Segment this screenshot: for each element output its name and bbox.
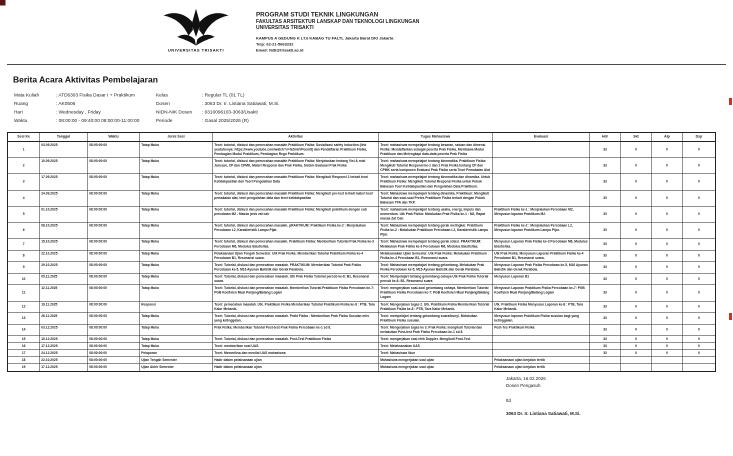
campus-address: KAMPUS A GEDUNG K LT.6 KABAG TU FALTL Jakarta Barat DKI Jakarta <box>256 35 394 41</box>
cell-waktu: 08:00:00:00 <box>88 350 140 357</box>
cell-tugas: Teori: Mahasiswa mempelajari tentang gerak melingkar. Praktikum Fisika ke-2 : Melakukan Praktikum Percobaan L2, Karakteristik Lampu Pijar. <box>379 222 493 238</box>
letterhead <box>0 0 733 64</box>
cell-hdr: 33 <box>590 250 621 262</box>
cell-evaluasi: Menyusun Laporan Prak Fisika Percobaan ke-5, M16 Ayunan Balistik dan Gerak Parabola. <box>494 263 588 272</box>
meta-value: : 3063 Dr. Ir. Listiana Satiawati, M.Si. <box>202 101 280 107</box>
cell-tanggal: 22.10.2025 <box>40 250 88 262</box>
cell-jenis: Tatap Muka <box>140 250 213 262</box>
cell-dsp <box>683 364 716 371</box>
cell-hdr <box>590 364 621 371</box>
cell-aktivitas: Teori: tutorial, diskusi dan pemecahan masalah Praktikum Fisika: Mengikuti pre-test terkait materi teori pemakaian alat, teori pengolahan data dan teori ketidakpastian <box>213 190 379 206</box>
cell-waktu: 08:00:00:00 <box>88 343 140 350</box>
table-row <box>8 350 716 357</box>
cell-tugas: Teori: mahasiswa mempelajari tentang usaha, energi, impuls dan momentum. Utk Prak Fisika: Melakukan Prak Fisika ke-1 : M2, Rapat massa Zat Cair. <box>379 206 493 222</box>
cell-hdr: 33 <box>590 336 621 343</box>
cell-evaluasi: Utk. Praktikum Fisika Menyusun Laporan ke-8 : PTB, Tara Kalor Mekanik. <box>493 301 590 313</box>
column-header-sesi: Sesi Ke <box>8 133 40 142</box>
cell-jenis: Tatap Muka <box>140 336 213 343</box>
cell-skt: 0 <box>621 343 652 350</box>
cell-tanggal: 24.09.2025 <box>40 190 88 206</box>
cell-aktivitas: Prak Fisika: Memberikan Tutorial Post-test Prak Fisika Percobaan ke-1 sd 8. <box>213 324 379 336</box>
signature-placeholder: ttd <box>506 397 512 403</box>
cell-evaluasi: Menyusun Laporan Praktikum Fisika Percobaan ke-7: PGB Koefisien Muai Panjang/Batang Logam <box>493 285 590 301</box>
cell-tugas: Teori: Mengerjakan tugas 2. Utk. Praktikum Fisika Memberikan Tutorial Praktikum Fisika ke-8 : PTB, Tara Kalor Mekanik. <box>379 301 493 313</box>
cell-sesi: 18 <box>8 357 40 364</box>
cell-skt: 0 <box>621 324 652 336</box>
cell-evaluasi: Menyusun Laporan B1 <box>493 273 590 285</box>
cell-sesi: 10 <box>8 273 40 285</box>
meta-label: Ruang <box>14 101 28 107</box>
cell-evaluasi <box>493 141 590 157</box>
cell-tugas: Melaksanakan Ujian Semester. Utk Prak Fisika: Melakukan Praktikum Fisika ke-4 Percobaan B1, Resonansi suara. <box>379 250 493 262</box>
trisakti-emblem-icon <box>159 8 234 47</box>
cell-tugas: Teori: mahasiswa mempelajari tentang kinematika. Praktikum Fisika: Mengikuti Tutorial Responsi ke-1 dan 2 Prak Fisika tentang CP dan CPMK serta komponen Evaluasi Prak Fisika serta Teori Pemakaian Alat <box>379 158 493 174</box>
cell-dsp: 0 <box>683 141 716 157</box>
cell-dsp <box>683 357 716 364</box>
institution-block <box>256 11 419 53</box>
cell-hdr: 33 <box>590 262 621 274</box>
cell-jenis: Tatap Muka <box>140 313 213 325</box>
meta-label: Periode <box>156 118 173 124</box>
meta-label: Mata Kuliah <box>14 92 40 98</box>
cell-tanggal: 26.11.2025 <box>40 313 88 325</box>
cell-dsp: 0 <box>683 158 716 174</box>
cell-sesi: 8 <box>8 250 40 262</box>
table-row <box>8 313 716 325</box>
cell-jenis: Pelaporan <box>140 350 213 357</box>
table-row <box>8 250 716 262</box>
table-row <box>8 285 716 301</box>
cell-tugas: Teori: mengerjakan soal-soal gelombang cahaya. Memberikan Tutorial Praktikum Fisika Percobaan ke-7: PGB Koefisien Muai Panjang/Batang Logam <box>379 285 493 301</box>
cell-tanggal: 03.12.2025 <box>40 324 88 336</box>
cell-skt: 0 <box>621 190 652 206</box>
cell-dsp: 0 <box>683 222 716 238</box>
cell-tanggal: 10.09.2025 <box>40 158 88 174</box>
cell-waktu: 08:00:00:00 <box>88 262 140 274</box>
column-header-alp: Alp <box>652 133 683 142</box>
signature-block <box>506 376 733 417</box>
cell-jenis: Tatap Muka <box>140 285 213 301</box>
signer-name: 3063 Dr. Ir. Listiana Satiawati, M.Si. <box>506 410 581 416</box>
cell-dsp: 0 <box>683 301 716 313</box>
annotation-mark <box>729 313 732 320</box>
cell-jenis: Tatap Muka <box>140 324 213 336</box>
table-row <box>8 206 716 222</box>
cell-aktivitas: Teori: Tutorial, diskusi dan pemecahan masalah. Memberikan Tutorial Praktikum Fisika Percobaan ke-7: PGB Koefisien Muai Panjang/Batang Logam <box>213 285 379 301</box>
column-header-skt: Skt <box>621 133 652 142</box>
cell-aktivitas: Teori: Tutorial, diskusi dan pemecahan masalah. Prakt Fisika : Memberikan Prak Fisika Susulan mhs yang ketinggalan. <box>213 313 379 325</box>
cell-sesi: 7 <box>8 238 40 250</box>
cell-sesi: 3 <box>8 174 40 190</box>
cell-tugas: Teori: mahasiswa mempelajari tentang kinematika dan dinamika. Untuk Praktikum Fisika: Mengikuti Tutorial Responsi Fisika untuk Pokok Bahasan Teori Ketidakpastian dan Pengolahan Data Praktikum. <box>379 174 493 190</box>
cell-tugas: Teori: Mahasiswa libur <box>379 350 493 357</box>
cell-skt: 0 <box>621 262 652 274</box>
cell-alp: 0 <box>652 250 683 262</box>
cell-sesi: 9 <box>8 262 40 274</box>
cell-tugas: Teori: mengerjakan soal efek Doppler. Mengikuti Post-Test <box>379 336 493 343</box>
cell-skt: 0 <box>621 285 652 301</box>
cell-dsp: 0 <box>683 313 716 325</box>
cell-tugas: Teori: Mahasiswa mempelajari tentang gerak rotasi. PRAKTIKUM: Melakukan Prak Fisika ke-3 Percobaan M6, Modulus Elastisitas. <box>379 238 493 250</box>
cell-evaluasi: Praktikum Fisika ke-1 : Menjelaskan Percobaan M2, Menyusun laporan Praktikum M2. <box>493 206 590 222</box>
cell-dsp: 0 <box>683 285 716 301</box>
cell-waktu: 08:00:00:00 <box>88 285 140 301</box>
cell-evaluasi: Praktikum Fisika ke-2 : Menjelaskan Percobaan L2, Menyusun laporan Praktikum Lampu Pijar. <box>493 222 590 238</box>
cell-aktivitas: Teori: tutorial, diskusi dan pemecahan masalah. Praktikum Fisika: Memberikan Tutorial Prak Fisika ke-3 Percobaan M6, Modulus Elastisitas. <box>213 238 379 250</box>
cell-jenis: Tatap Muka <box>140 206 213 222</box>
cell-alp <box>652 357 683 364</box>
cell-aktivitas: Teori: Memeriksa dan menilai UAS mahasiswa <box>213 350 379 357</box>
table-row <box>8 324 716 336</box>
cell-aktivitas: Teori: Tutorial, diskusi dan pemecahan masalah. Utk Prak Fisika Tutorial percob ke-6: B1, Resonansi suara. <box>213 273 379 285</box>
cell-tugas: Teori: Mahasiswa mempelajari tentang dinamika. Praktikum: Mengikuti Tutorial dan soal-soal Pretes Praktikum Fisika terkait dengan Pokok Bahasan TPA dan TKP. <box>379 190 493 206</box>
cell-alp: 0 <box>652 273 683 285</box>
cell-jenis: Tatap Muka <box>140 141 213 157</box>
cell-tanggal: 01.10.2025 <box>40 206 88 222</box>
cell-skt: 0 <box>621 222 652 238</box>
cell-sesi: 6 <box>8 222 40 238</box>
cell-skt: 0 <box>621 238 652 250</box>
cell-tugas: Teori: Mahasiswa mempelajari tentang gelombang. Melakukan Prak Fisika Percobaan ke-5, M16 Ayunan Balistik dan Gerak Parabola. <box>379 262 493 274</box>
cell-aktivitas: Teori: Tutorial, diskusi dan pemecahan masalah. Post-Test Praktikum Fisika <box>213 336 379 343</box>
cell-waktu: 08:00:00:00 <box>88 238 140 250</box>
cell-dsp: 0 <box>683 262 716 274</box>
cell-dsp: 0 <box>683 350 716 357</box>
cell-jenis: Tatap Muka <box>140 343 213 350</box>
cell-tugas: Mahasiswa mengerjakan soal ujian <box>379 357 493 364</box>
cell-jenis: Tatap Muka <box>140 262 213 274</box>
column-header-hdr: Hdr <box>590 133 621 142</box>
cell-alp: 0 <box>652 238 683 250</box>
cell-dsp: 0 <box>683 206 716 222</box>
table-row <box>8 190 716 206</box>
cell-jenis: Tatap Muka <box>140 158 213 174</box>
cell-alp <box>652 364 683 371</box>
cell-skt: 0 <box>621 350 652 357</box>
cell-waktu: 08:00:00:00 <box>88 301 140 313</box>
cell-evaluasi: Post-Tes Praktikum Fisika <box>493 324 590 336</box>
cell-waktu: 08:00:00:00 <box>88 141 140 157</box>
cell-evaluasi <box>493 190 590 206</box>
cell-waktu: 08:00:00:00 <box>88 190 140 206</box>
column-header-tanggal: Tanggal <box>40 133 88 142</box>
cell-jenis: Tatap Muka <box>140 238 213 250</box>
cell-aktivitas: Teori: tutorial, diskusi dan pemecahan masalah Praktikum Fisika: Mengikuti Responsi 2 terkait teori Ketidakpastian dan Teori Pengolahan Data <box>213 174 379 190</box>
table-row <box>8 141 716 157</box>
cell-aktivitas: Teori: tutorial, diskusi dan pemecahan masalah Praktikum Fisika: Sosialisasi safety induction (link youtubenya: https://www.youtube.com/watch?v=GZmbVPoem8) dan Pendaftaran Praktikum Fisika, Pembagian Modul Praktikum, Pembagian Regu Praktikum. <box>213 141 379 157</box>
page-title: Berita Acara Aktivitas Pembelajaran <box>13 75 158 85</box>
cell-alp: 0 <box>652 262 683 274</box>
cell-evaluasi <box>493 158 590 174</box>
cell-aktivitas: Teori: tutorial, diskusi dan pemecahan masalah Praktikum Fisika: Mengikuti praktikum dengan sub percobaan M2 - Massa jenis zat cair <box>213 206 379 222</box>
cell-alp: 0 <box>652 343 683 350</box>
cell-evaluasi <box>493 336 590 343</box>
cell-jenis: Responsi <box>140 301 213 313</box>
cell-tanggal: 19.11.2025 <box>40 301 88 313</box>
cell-jenis: Tatap Muka <box>140 174 213 190</box>
cell-aktivitas: Teori: tutorial, diskusi dan pemecahan masalah Praktikum Fisika: Menjelaskan tentang Visi & misi Jurusan, CP dan CPMK, Materi Responsi dan Prak Fisika, Sistem Evaluasi Prak Fisika <box>213 158 379 174</box>
cell-hdr: 33 <box>590 206 621 222</box>
cell-sesi: 15 <box>8 336 40 343</box>
cell-alp: 0 <box>652 141 683 157</box>
cell-hdr: 33 <box>590 301 621 313</box>
cell-hdr: 33 <box>590 190 621 206</box>
cell-aktivitas: Teori: pemecahan masalah. Utk. Praktikum Fisika Memberikan Tutorial Praktikum Fisika ke-8 : PTB, Tara Kalor Mekanik. <box>213 301 379 313</box>
column-header-evaluasi: Evaluasi <box>493 133 590 142</box>
meta-value: : Regular TL (01 TL) <box>202 92 245 98</box>
cell-hdr: 33 <box>590 313 621 325</box>
cell-tugas: Teori: Mengerjakan tugas ke 3. Prak Fisika: mengikuti Tutorial dan melakukan Post-test Prak Fisika Percobaan ke-1 sd 8. <box>379 324 493 336</box>
cell-sesi: 1 <box>8 141 40 157</box>
column-header-tugas: Tugas Mahasiswa <box>379 133 493 142</box>
cell-tanggal: 08.10.2025 <box>40 222 88 238</box>
cell-skt: 0 <box>621 206 652 222</box>
cell-sesi: 16 <box>8 343 40 350</box>
cell-waktu: 08:00:00:00 <box>88 273 140 285</box>
column-header-waktu: Waktu <box>88 133 140 142</box>
cell-dsp: 0 <box>683 343 716 350</box>
cell-tanggal: 17.12.2025 <box>40 364 88 371</box>
cell-skt: 0 <box>621 250 652 262</box>
cell-dsp: 0 <box>683 250 716 262</box>
email-line: Email: faltl@trisakti.ac.id <box>256 47 304 53</box>
cell-dsp: 0 <box>683 174 716 190</box>
cell-tanggal: 10.12.2025 <box>40 336 88 343</box>
cell-tanggal: 17.09.2025 <box>40 174 88 190</box>
cell-skt <box>621 357 652 364</box>
cell-aktivitas: Teori: tutorial, diskusi dan pemecahan masalah. pRAKTIKUM: Praktikum Fisika ke-2 : Menjelaskan Percobaan L2, Karakteristik Lampu Pijar. <box>213 222 379 238</box>
cell-sesi: 19 <box>8 364 40 371</box>
cell-waktu: 08:00:00:00 <box>88 206 140 222</box>
cell-sesi: 12 <box>8 301 40 313</box>
header-divider <box>7 64 726 65</box>
place-date: Jakarta, 16.02.2026 <box>506 375 546 381</box>
cell-skt: 0 <box>621 313 652 325</box>
cell-alp: 0 <box>652 301 683 313</box>
meta-value: : ATD6303 Fisika Dasar I + Praktikum <box>56 92 135 98</box>
cell-alp: 0 <box>652 350 683 357</box>
cell-evaluasi: Pelaksanaan ujian berjalan tertib <box>493 364 590 371</box>
cell-skt: 0 <box>621 336 652 343</box>
cell-alp: 0 <box>652 336 683 343</box>
cell-tanggal: 03.09.2025 <box>40 141 88 157</box>
cell-alp: 0 <box>652 158 683 174</box>
cell-hdr: 33 <box>590 222 621 238</box>
cell-waktu: 08:00:00:00 <box>88 324 140 336</box>
cell-tanggal: 15.10.2025 <box>40 238 88 250</box>
cell-tugas: Teori: Mempelajari tentang gelombang cahaya Utk Prak Fisika Tutorial percob ke-6: B1, Resonansi suara <box>379 273 493 285</box>
cell-evaluasi: Pelaksanaan ujian berjalan tertib <box>493 357 590 364</box>
cell-dsp: 0 <box>683 324 716 336</box>
cell-sesi: 2 <box>8 158 40 174</box>
meta-label: Hari <box>14 109 23 115</box>
cell-evaluasi: Utk Prak Fisika: Menyusun Laporan Praktikum Fisika ke-4 Percobaan B1, Resonansi suara. <box>493 250 590 262</box>
table-row <box>8 174 716 190</box>
cell-hdr: 33 <box>590 141 621 157</box>
cell-tugas: Teori: mahasiswa mempelajari tentang besaran, satuan dan dimensi. Fisika: Mendaftarkan sebagai peserta Prak Fisika, Membawa Modul Praktikum dan Melengkapi data-data peserta Prak Fisika <box>379 141 493 157</box>
faculty-name: FAKULTAS ARSITEKTUR LANSKAP DAN TEKNOLOGI LINGKUNGAN <box>256 18 420 25</box>
cell-jenis: Ujian Tengah Semester <box>140 357 213 364</box>
meta-value: : Wednesday , Friday <box>56 109 101 115</box>
cell-alp: 0 <box>652 313 683 325</box>
cell-jenis: Ujian Akhir Semester <box>140 364 213 371</box>
table-row <box>8 364 716 371</box>
annotation-mark <box>729 98 732 105</box>
cell-tugas: Teori: mempelajari tentang gelombang suara/bunyi. Melakukan Praktikum Fisika susulan. <box>379 313 493 325</box>
cell-tugas: Mahasiswa mengerjakan soal ujian <box>379 364 493 371</box>
cell-aktivitas: Teori: memberikan soal UAS. <box>213 343 379 350</box>
cell-skt: 0 <box>621 141 652 157</box>
cell-jenis: Tatap Muka <box>140 273 213 285</box>
logo-caption: UNIVERSITAS TRISAKTI <box>167 48 225 53</box>
cell-alp: 0 <box>652 324 683 336</box>
meta-value: : 08:00:00 - 09:40:00 08:00:00-11:00:00 <box>56 118 140 124</box>
cell-dsp: 0 <box>683 273 716 285</box>
cell-tanggal: 24.12.2025 <box>40 350 88 357</box>
cell-evaluasi <box>493 343 590 350</box>
cell-skt: 0 <box>621 301 652 313</box>
cell-hdr <box>590 357 621 364</box>
cell-tanggal: 05.11.2025 <box>40 273 88 285</box>
cell-waktu: 08:00:00:00 <box>88 313 140 325</box>
cell-aktivitas: Hadir dalam pelaksanaan ujian <box>213 357 379 364</box>
cell-evaluasi <box>493 350 590 357</box>
cell-sesi: 17 <box>8 350 40 357</box>
cell-skt: 0 <box>621 174 652 190</box>
cell-hdr: 33 <box>590 343 621 350</box>
cell-tanggal: 29.10.2025 <box>40 262 88 274</box>
university-name: UNIVERSITAS TRISAKTI <box>256 25 314 31</box>
cell-jenis: Tatap Muka <box>140 222 213 238</box>
cell-hdr: 33 <box>590 174 621 190</box>
meta-label: NIDN-NIK Dosen <box>156 109 193 115</box>
cell-tanggal: 22.10.2025 <box>40 357 88 364</box>
cell-dsp: 0 <box>683 190 716 206</box>
cell-dsp: 0 <box>683 238 716 250</box>
cell-sesi: 14 <box>8 324 40 336</box>
cell-skt: 0 <box>621 273 652 285</box>
program-name: PROGRAM STUDI TEKNIK LINGKUNGAN <box>256 11 379 18</box>
meta-label: Kelas <box>156 92 168 98</box>
meta-label: Waktu <box>14 118 28 124</box>
cell-waktu: 08:00:00:00 <box>88 357 140 364</box>
cell-skt: 0 <box>621 158 652 174</box>
university-logo <box>146 8 246 53</box>
column-header-aktivitas: Aktivitas <box>213 133 379 142</box>
cell-sesi: 13 <box>8 313 40 325</box>
meta-label: Dosen <box>156 101 170 107</box>
cell-alp: 0 <box>652 285 683 301</box>
cell-dsp: 0 <box>683 336 716 343</box>
cell-evaluasi: Menyusun laporan Praktikum Fisika susulan bagi yang ketinggalan. <box>493 313 590 325</box>
meta-value: : Gasal 2025/2026 (R) <box>202 118 249 124</box>
cell-jenis: Tatap Muka <box>140 190 213 206</box>
column-header-dsp: Dsp <box>683 133 716 142</box>
signer-role: Dosen Pengasuh <box>506 383 541 389</box>
cell-waktu: 08:00:00:00 <box>88 222 140 238</box>
meta-value: : AK0506 <box>56 101 76 107</box>
table-row <box>8 343 716 350</box>
table-row <box>8 238 716 250</box>
cell-hdr: 33 <box>590 238 621 250</box>
cell-evaluasi <box>493 174 590 190</box>
column-header-jenis: Jenis Sesi <box>140 133 213 142</box>
cell-hdr: 33 <box>590 273 621 285</box>
cell-waktu: 08:00:00:00 <box>88 364 140 371</box>
cell-hdr: 33 <box>590 285 621 301</box>
table-row <box>8 357 716 364</box>
table-row <box>8 262 716 274</box>
table-row <box>8 301 716 313</box>
cell-alp: 0 <box>652 190 683 206</box>
table-row <box>8 222 716 238</box>
cell-alp: 0 <box>652 206 683 222</box>
cell-tugas: Teori: Melaksanakan UAS <box>379 343 493 350</box>
cell-hdr: 33 <box>590 324 621 336</box>
cell-waktu: 08:00:00:00 <box>88 250 140 262</box>
table-row <box>8 158 716 174</box>
cell-evaluasi: Menyusun Laporan Prak Fisika ke-3 Percobaan M6, Modulus Elastisitas. <box>494 240 588 249</box>
cell-alp: 0 <box>652 222 683 238</box>
cell-tanggal: 17.12.2025 <box>40 343 88 350</box>
sessions-table <box>7 132 716 372</box>
course-meta <box>14 91 733 125</box>
cell-sesi: 4 <box>8 190 40 206</box>
cell-skt <box>621 364 652 371</box>
sessions-table-header-row <box>8 133 716 142</box>
table-row <box>8 336 716 343</box>
sessions-table-body <box>8 141 716 371</box>
cell-sesi: 5 <box>8 206 40 222</box>
table-row <box>8 273 716 285</box>
cell-sesi: 11 <box>8 285 40 301</box>
cell-waktu: 08:00:00:00 <box>88 174 140 190</box>
phone-line: Telp: 62-21-5663232 <box>256 41 294 47</box>
cell-aktivitas: Pelaksanaan Ujian Tengah Semester. Utk Prak Fisika: Memberikan Tutorial Praktikum Fisika ke-4 Percobaan B1, Resonansi suara. <box>213 250 379 262</box>
cell-aktivitas: Hadir dalam pelaksanaan ujian <box>213 364 379 371</box>
cell-waktu: 08:00:00:00 <box>88 336 140 343</box>
cell-tanggal: 12.11.2025 <box>40 285 88 301</box>
cell-waktu: 08:00:00:00 <box>88 158 140 174</box>
meta-value: : 0310096103-3063/Usakti <box>202 109 258 115</box>
cell-aktivitas: Teori: Tutorial, diskusi dan pemecahan masalah. PRAKTIKUM: Memberikan Tutorial Prak Fisika Percobaan ke-5, M16 Ayunan Balistik dan Gerak Parabola. <box>213 262 379 274</box>
cell-hdr: 33 <box>590 350 621 357</box>
cell-hdr: 33 <box>590 158 621 174</box>
cell-alp: 0 <box>652 174 683 190</box>
